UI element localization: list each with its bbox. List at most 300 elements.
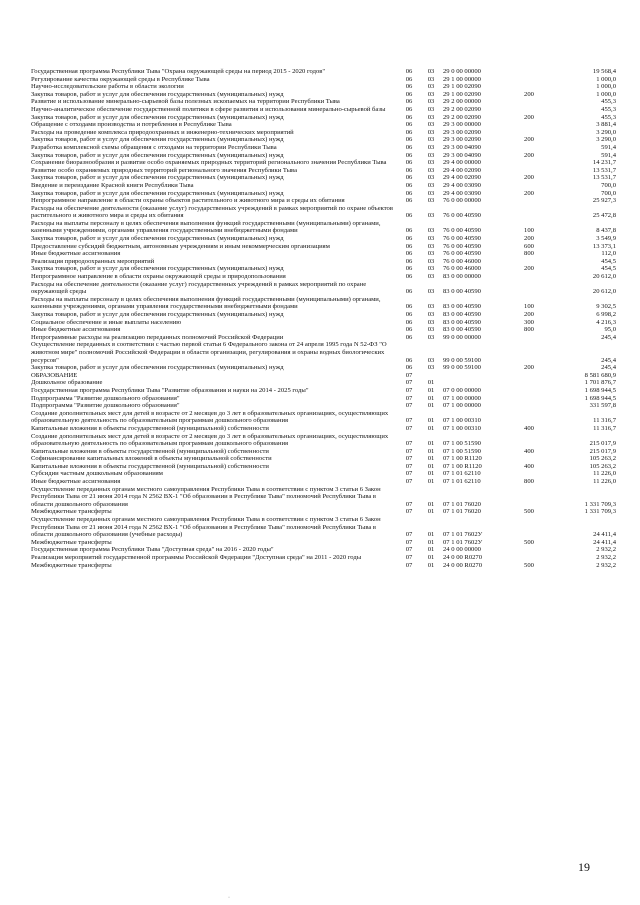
row-amount: 4 216,3 [596, 318, 616, 326]
row-subsection: 03 [427, 197, 435, 205]
row-subsection: 03 [427, 364, 435, 372]
row-section: 07 [405, 554, 413, 561]
row-expense-type: 100 [524, 227, 534, 235]
row-subsection: 03 [427, 265, 435, 273]
table-row [30, 334, 617, 342]
row-amount: 11 316,7 [593, 417, 616, 425]
row-amount: 8 581 680,9 [584, 371, 616, 379]
row-subsection: 03 [427, 68, 435, 75]
row-section: 06 [405, 113, 413, 121]
table-row [30, 508, 617, 516]
row-section: 06 [405, 151, 413, 159]
table-row [30, 273, 617, 281]
row-section: 06 [405, 90, 413, 98]
table-row [30, 402, 617, 410]
row-target-item: 07 1 00 00310 [443, 417, 481, 425]
row-section: 06 [405, 159, 413, 167]
row-section: 07 [405, 447, 413, 455]
row-target-item: 83 0 00 40590 [443, 318, 481, 326]
row-target-item: 29 3 00 04090 [443, 151, 481, 159]
row-amount: 591,4 [601, 151, 616, 159]
row-amount: 2 932,2 [596, 546, 616, 554]
row-target-item: 76 0 00 40590 [443, 242, 481, 250]
row-amount: 591,4 [601, 143, 616, 151]
row-expense-type [514, 121, 544, 129]
row-amount: 9 302,5 [596, 303, 616, 311]
row-name: Создание дополнительных мест для детей в возрасте от 2 месяцев до 3 лет в образовательных организациях, осуществляющих образовательную деятельность по образовательным программам дошкольного образования [31, 409, 389, 425]
row-target-item: 29 4 00 02090 [443, 174, 481, 182]
row-amount: 95,0 [604, 326, 616, 334]
row-name: Осуществление переданных органам местного самоуправления Республики Тыва в соответствии с пунктом 3 статьи 6 Закон Республики Тыва от 21 июня 2014 года N 2562 ВХ-1 "Об образовании в Республике Тыва" полномочий Республики Тыва в области дошкольного образования [31, 485, 381, 508]
row-target-item: 29 4 00 03090 [443, 189, 481, 197]
row-expense-type [514, 486, 544, 509]
table-row [30, 174, 617, 182]
row-section: 07 [405, 462, 413, 470]
row-section: 07 [405, 440, 413, 448]
row-expense-type: 400 [524, 424, 534, 432]
row-amount: 13 531,7 [592, 166, 616, 174]
row-expense-type: 500 [524, 561, 534, 569]
row-section: 06 [405, 250, 413, 258]
row-section: 06 [405, 143, 413, 151]
row-section: 07 [405, 402, 413, 410]
row-section: 07 [405, 546, 413, 554]
row-subsection: 01 [427, 470, 435, 478]
row-name: Разработка комплексной схемы обращения с отходами на территории Республики Тыва [31, 143, 277, 151]
table-row [30, 410, 617, 425]
row-subsection: 03 [427, 105, 435, 113]
row-target-item: 99 0 00 59100 [443, 356, 481, 364]
row-name: Закупка товаров, работ и услуг для обеспечения государственных (муниципальных) нужд [31, 113, 284, 121]
row-target-item [442, 379, 514, 387]
table-row [30, 121, 617, 129]
row-name: Закупка товаров, работ и услуг для обеспечения государственных (муниципальных) нужд [31, 90, 284, 98]
row-expense-type [514, 334, 544, 342]
row-expense-type [514, 197, 544, 205]
row-target-item: 99 0 00 00000 [443, 333, 481, 341]
row-name: Подпрограмма "Развитие дошкольного образования" [31, 394, 180, 402]
table-row [30, 554, 617, 562]
row-expense-type [514, 98, 544, 106]
row-name: Непрограммное направление в области охраны объектов растительного и животного мира и среды их обитания [31, 197, 345, 205]
row-expense-type [514, 258, 544, 266]
row-target-item: 07 1 01 7602У [443, 538, 483, 546]
row-amount: 19 568,4 [592, 68, 616, 75]
row-expense-type: 200 [524, 311, 534, 318]
table-row [30, 433, 617, 448]
row-amount: 1 331 709,3 [584, 500, 616, 508]
row-name: Расходы на обеспечение деятельности (оказание услуг) государственных учреждений в рамках мероприятий по охране объектов растительного и животного мира и среды их обитания [31, 204, 393, 220]
row-section: 07 [405, 561, 413, 569]
row-subsection: 01 [427, 500, 435, 508]
table-row [30, 114, 617, 122]
row-amount: 455,3 [601, 105, 616, 113]
row-section: 06 [405, 197, 413, 205]
row-name: Социальное обеспечение и иные выплаты населению [31, 318, 182, 326]
row-name: Закупка товаров, работ и услуг для обеспечения государственных (муниципальных) нужд [31, 189, 284, 197]
table-row [30, 486, 617, 509]
row-name: Сохранение биоразнообразия и развитие особо охраняемых природных территорий регионального значения Республики Тыва [31, 159, 387, 167]
row-name: Введение и переиздание Красной книги Республики Тыва [31, 181, 194, 189]
row-amount: 455,3 [601, 113, 616, 121]
row-section: 06 [405, 235, 413, 243]
row-subsection: 01 [427, 546, 435, 554]
row-amount: 2 932,2 [596, 561, 616, 569]
row-section: 06 [405, 181, 413, 189]
row-subsection: 03 [427, 90, 435, 98]
row-amount: 331 597,8 [589, 402, 616, 410]
row-target-item: 07 1 00 51590 [443, 440, 481, 448]
table-row [30, 379, 617, 387]
row-name: Закупка товаров, работ и услуг для обеспечения государственных (муниципальных) нужд [31, 265, 284, 273]
row-subsection: 03 [427, 143, 435, 151]
row-name: ОБРАЗОВАНИЕ [31, 371, 78, 379]
row-name: Межбюджетные трансферты [31, 538, 112, 546]
row-target-item: 29 0 00 00000 [443, 68, 481, 75]
table-row [30, 243, 617, 251]
row-target-item: 76 0 00 40590 [443, 212, 481, 220]
row-amount: 25 927,3 [592, 197, 616, 205]
row-target-item: 24 0 00 00000 [443, 546, 481, 554]
row-amount: 245,4 [601, 356, 616, 364]
row-subsection: 03 [427, 318, 435, 326]
row-target-item: 07 1 00 R1120 [443, 462, 482, 470]
row-subsection: 03 [427, 174, 435, 182]
row-target-item: 29 3 00 00000 [443, 121, 481, 129]
row-section: 07 [405, 386, 413, 394]
row-subsection: 01 [427, 478, 435, 486]
row-subsection: 01 [427, 379, 435, 387]
table-row [30, 205, 617, 220]
row-amount: 3 290,0 [596, 136, 616, 144]
row-target-item: 07 1 01 76020 [443, 508, 481, 516]
row-name: Развитие и использование минерально-сырьевой базы полезных ископаемых на территории Республики Тыва [31, 98, 340, 106]
row-name: Развитие особо охраняемых природных территорий регионального значения Республики Тыва [31, 166, 298, 174]
table-row [30, 136, 617, 144]
table-row [30, 372, 617, 380]
row-subsection: 03 [427, 166, 435, 174]
row-target-item: 83 0 00 40590 [443, 288, 481, 296]
row-name: Межбюджетные трансферты [31, 561, 112, 569]
row-section: 07 [405, 531, 413, 539]
row-amount: 8 437,8 [596, 227, 616, 235]
row-name: Научно-исследовательские работы в области экологии [31, 83, 184, 91]
row-expense-type [514, 106, 544, 114]
row-section: 06 [405, 68, 413, 75]
budget-table-body [30, 68, 617, 569]
row-amount: 1 000,0 [596, 83, 616, 91]
row-name: Закупка товаров, работ и услуг для обеспечения государственных (муниципальных) нужд [31, 151, 284, 159]
row-subsection: 03 [427, 311, 435, 318]
row-expense-type: 200 [524, 364, 534, 372]
table-row [30, 152, 617, 160]
row-target-item: 29 2 00 02090 [443, 113, 481, 121]
row-target-item: 24 0 00 R0270 [443, 561, 483, 569]
row-expense-type: 400 [524, 447, 534, 455]
row-expense-type [514, 205, 544, 220]
row-section: 07 [405, 470, 413, 478]
row-name: Субсидии частным дошкольным образованиям [31, 470, 163, 478]
row-amount: 112,0 [601, 250, 616, 258]
row-target-item: 29 1 00 02090 [443, 90, 481, 98]
table-row [30, 83, 617, 91]
row-expense-type: 200 [524, 90, 534, 98]
row-subsection: 01 [427, 531, 435, 539]
row-target-item: 76 0 00 40590 [443, 227, 481, 235]
row-subsection: 03 [427, 159, 435, 167]
row-subsection: 03 [427, 333, 435, 341]
row-subsection: 03 [427, 212, 435, 220]
row-target-item: 76 0 00 46000 [443, 265, 481, 273]
row-section: 07 [405, 417, 413, 425]
row-subsection: 03 [427, 113, 435, 121]
row-expense-type [514, 402, 544, 410]
table-row [30, 319, 617, 327]
row-subsection: 01 [427, 394, 435, 402]
row-expense-type [514, 68, 544, 76]
row-subsection: 03 [427, 151, 435, 159]
row-amount: 25 472,8 [592, 212, 616, 220]
row-amount: 215 017,9 [589, 447, 616, 455]
row-expense-type [514, 372, 544, 380]
row-name: Закупка товаров, работ и услуг для обеспечения государственных (муниципальных) нужд [31, 235, 284, 243]
row-subsection: 01 [427, 508, 435, 516]
table-row [30, 265, 617, 273]
table-row [30, 76, 617, 84]
table-row [30, 364, 617, 372]
row-section: 06 [405, 311, 413, 318]
row-expense-type [514, 182, 544, 190]
table-row [30, 250, 617, 258]
table-row [30, 197, 617, 205]
table-row [30, 470, 617, 478]
row-subsection: 01 [427, 538, 435, 546]
row-subsection: 01 [427, 424, 435, 432]
row-target-item: 29 3 00 02090 [443, 128, 481, 136]
row-name: Расходы на выплаты персоналу в целях обеспечения выполнения функций государственными (муниципальными) органами, казенными учреждениями, органами управления государственными внебюджетными фондами [31, 219, 381, 235]
row-amount: 105 263,2 [589, 462, 616, 470]
table-row [30, 296, 617, 311]
row-section: 06 [405, 166, 413, 174]
row-expense-type: 200 [524, 235, 534, 243]
table-row [30, 341, 617, 364]
row-expense-type: 200 [524, 174, 534, 182]
row-subsection: 01 [427, 440, 435, 448]
row-subsection: 03 [427, 189, 435, 197]
page-number: 19 [578, 860, 590, 874]
row-name: Подпрограмма "Развитие дошкольного образования" [31, 402, 180, 410]
row-expense-type: 200 [524, 136, 534, 144]
row-expense-type: 200 [524, 113, 534, 121]
row-name: Обращение с отходами производства и потребления в Республике Тыва [31, 121, 232, 129]
row-section: 07 [405, 379, 413, 387]
row-target-item: 83 0 00 40590 [443, 326, 481, 334]
row-section: 07 [405, 478, 413, 486]
row-amount: 11 226,0 [593, 470, 616, 478]
row-amount: 1 698 944,5 [584, 386, 616, 394]
row-expense-type: 300 [524, 318, 534, 326]
row-name: Дошкольное образование [31, 379, 103, 387]
row-subsection: 01 [427, 417, 435, 425]
row-name: Осуществление переданных органам местного самоуправления Республики Тыва в соответствии с пунктом 3 статьи 6 Закон Республики Тыва от 21 июня 2014 года N 2562 ВХ-1 "Об образовании в Республике Тыва" полномочий Республики Тыва в области дошкольного образования (учебные расходы) [31, 516, 381, 539]
row-subsection: 01 [427, 561, 435, 569]
row-expense-type [514, 395, 544, 403]
row-amount: 245,4 [601, 364, 616, 372]
row-section: 06 [405, 356, 413, 364]
table-row [30, 281, 617, 296]
row-name: Реализация природоохранных мероприятий [31, 257, 155, 265]
row-amount: 3 881,4 [596, 121, 616, 129]
row-subsection: 03 [427, 257, 435, 265]
row-section: 06 [405, 242, 413, 250]
table-row [30, 425, 617, 433]
row-expense-type: 200 [524, 189, 534, 197]
row-name: Закупка товаров, работ и услуг для обеспечения государственных (муниципальных) нужд [31, 311, 284, 318]
row-amount: 1 698 944,5 [584, 394, 616, 402]
row-name: Осуществление переданных в соответствии с частью первой статьи 6 Федерального закона от 24 апреля 1995 года N 52-ФЗ "О животном мире" полномочий Российской Федерации в области организации, регулирования и охраны водных биологических ресурсов" [31, 341, 387, 364]
row-amount: 215 017,9 [589, 440, 616, 448]
row-target-item: 83 0 00 40590 [443, 303, 481, 311]
row-target-item: 29 1 00 00000 [443, 75, 481, 83]
row-subsection: 03 [427, 227, 435, 235]
row-section: 07 [405, 424, 413, 432]
row-target-item: 07 1 00 51590 [443, 447, 481, 455]
row-name: Иные бюджетные ассигнования [31, 478, 121, 486]
row-amount: 20 612,0 [592, 288, 616, 296]
row-amount: 2 932,2 [596, 554, 616, 561]
row-subsection: 03 [427, 273, 435, 281]
row-section: 06 [405, 189, 413, 197]
row-target-item: 07 1 01 7602У [443, 531, 483, 539]
row-amount: 105 263,2 [589, 455, 616, 463]
row-subsection [420, 372, 442, 380]
row-subsection: 03 [427, 356, 435, 364]
row-amount: 20 612,0 [592, 273, 616, 281]
row-amount: 700,0 [601, 181, 616, 189]
table-row [30, 539, 617, 547]
table-row [30, 190, 617, 198]
row-section: 07 [405, 538, 413, 546]
row-amount: 11 316,7 [593, 424, 616, 432]
row-expense-type [514, 546, 544, 554]
row-target-item: 76 0 00 00000 [443, 197, 481, 205]
row-subsection: 01 [427, 386, 435, 394]
row-subsection: 01 [427, 455, 435, 463]
row-amount: 1 000,0 [596, 75, 616, 83]
row-section: 07 [405, 500, 413, 508]
row-target-item: 76 0 00 40590 [443, 250, 481, 258]
table-row [30, 129, 617, 137]
row-subsection: 03 [427, 181, 435, 189]
row-expense-type: 800 [524, 326, 534, 334]
row-name: Иные бюджетные ассигнования [31, 326, 121, 334]
row-section: 07 [405, 508, 413, 516]
row-name: Софинансирование капитальных вложений в объекты муниципальной собственности [31, 455, 272, 463]
row-expense-type [514, 379, 544, 387]
row-subsection: 03 [427, 242, 435, 250]
row-section: 06 [405, 121, 413, 129]
row-expense-type [514, 273, 544, 281]
row-amount: 14 231,7 [592, 159, 616, 167]
row-expense-type [514, 554, 544, 562]
row-target-item: 99 0 00 59100 [443, 364, 481, 372]
table-row [30, 182, 617, 190]
row-name: Непрограммное направление в области охраны окружающей среды и природопользования [31, 273, 286, 281]
row-subsection: 03 [427, 128, 435, 136]
row-subsection: 01 [427, 554, 435, 561]
table-row [30, 220, 617, 235]
row-expense-type [514, 159, 544, 167]
row-section: 06 [405, 318, 413, 326]
row-expense-type [514, 144, 544, 152]
row-name: Реализация мероприятий государственной программы Российской Федерации "Доступная среда" на 2011 - 2020 годы [31, 554, 362, 561]
row-name: Расходы на выплаты персоналу в целях обеспечения выполнения функций государственными (муниципальными) органами, казенными учреждениями, органами управления государственными внебюджетными фондами [31, 295, 381, 311]
row-target-item: 07 1 00 R1120 [443, 455, 482, 463]
row-expense-type: 800 [524, 478, 534, 486]
row-subsection: 03 [427, 235, 435, 243]
row-amount: 13 531,7 [592, 174, 616, 182]
row-target-item: 83 0 00 40590 [443, 311, 481, 318]
row-target-item: 07 1 00 00000 [443, 394, 481, 402]
row-expense-type: 500 [524, 508, 534, 516]
row-expense-type [514, 516, 544, 539]
row-name: Научно-аналитическое обеспечение государственной политики в сфере развития и использования минерально-сырьевой базы [31, 105, 386, 113]
row-subsection: 03 [427, 98, 435, 106]
table-row [30, 106, 617, 114]
row-target-item: 07 1 00 00310 [443, 424, 481, 432]
row-expense-type [514, 83, 544, 91]
row-section: 06 [405, 364, 413, 372]
row-expense-type: 500 [524, 538, 534, 546]
row-section: 07 [405, 394, 413, 402]
row-amount: 245,4 [601, 333, 616, 341]
row-name: Регулирование качества окружающей среды в Республике Тыва [31, 75, 210, 83]
row-target-item: 07 1 01 62110 [443, 470, 481, 478]
row-target-item [442, 372, 514, 380]
row-section: 06 [405, 288, 413, 296]
row-section: 06 [405, 333, 413, 341]
table-row [30, 455, 617, 463]
row-target-item: 29 3 00 04090 [443, 143, 481, 151]
table-row [30, 144, 617, 152]
row-name: Непрограммные расходы на реализацию переданных полномочий Российской Федерации [31, 333, 284, 341]
row-expense-type [514, 433, 544, 448]
row-name: Расходы на обеспечение деятельности (оказание услуг) государственных учреждений в рамках мероприятий по охране окружающей среды [31, 280, 367, 296]
row-target-item: 29 4 00 02090 [443, 166, 481, 174]
row-expense-type [514, 341, 544, 364]
row-expense-type: 400 [524, 462, 534, 470]
row-expense-type: 200 [524, 265, 534, 273]
table-row [30, 395, 617, 403]
table-row [30, 463, 617, 471]
row-target-item: 07 1 01 62110 [443, 478, 481, 486]
table-row [30, 546, 617, 554]
row-amount: 700,0 [601, 189, 616, 197]
row-amount: 3 290,0 [596, 128, 616, 136]
row-subsection: 01 [427, 447, 435, 455]
table-row [30, 311, 617, 319]
row-subsection: 03 [427, 75, 435, 83]
row-amount: 1 701 876,7 [584, 379, 616, 387]
row-name: Капитальные вложения в объекты государственной (муниципальной) собственности [31, 424, 269, 432]
row-amount: 454,5 [601, 265, 616, 273]
row-amount: 1 331 709,3 [584, 508, 616, 516]
row-section: 06 [405, 326, 413, 334]
row-expense-type: 800 [524, 250, 534, 258]
row-amount: 455,3 [601, 98, 616, 106]
row-target-item: 07 0 00 00000 [443, 386, 481, 394]
table-row [30, 387, 617, 395]
